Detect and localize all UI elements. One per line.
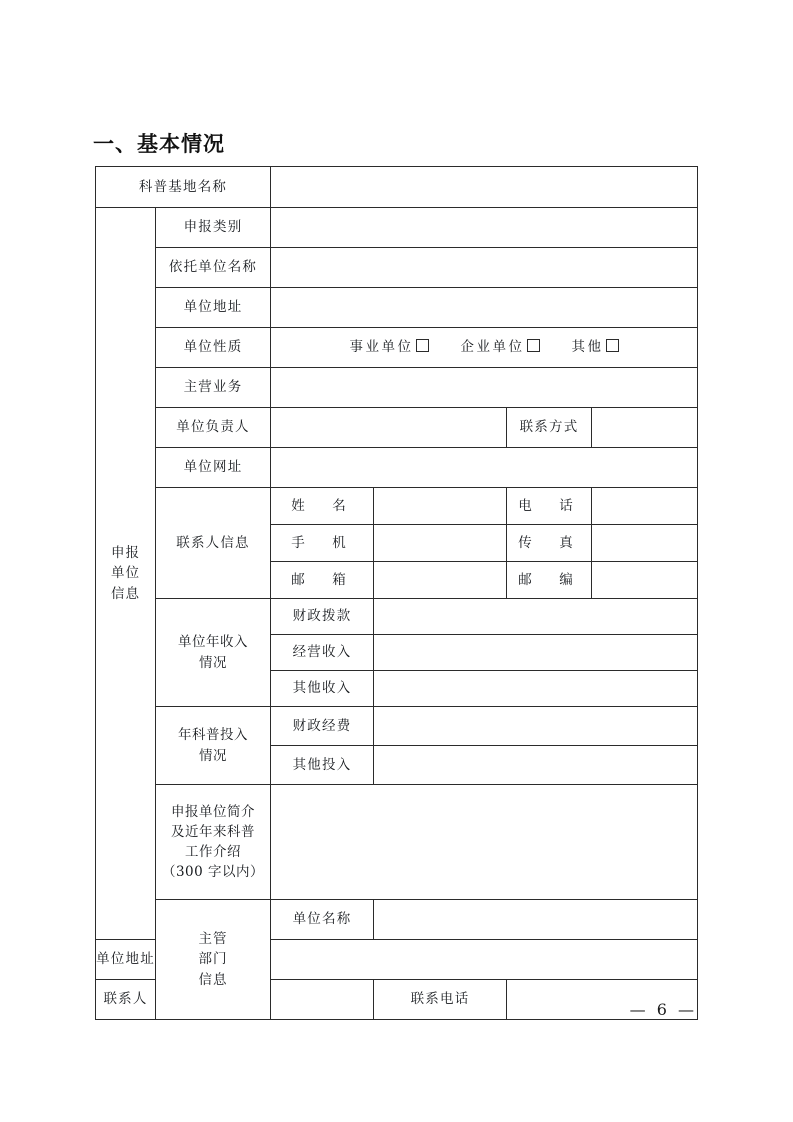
checkbox-public-institution[interactable] xyxy=(416,339,429,352)
table-row-unit-address xyxy=(96,288,698,328)
option-other-label: 其他 xyxy=(571,339,604,356)
table-row-intro xyxy=(96,785,698,900)
table-row-contact-name xyxy=(96,488,698,525)
label-main-business: 主营业务 xyxy=(156,368,271,408)
label-contact-info: 联系人信息 xyxy=(156,488,271,599)
label-invest-other: 其他投入 xyxy=(271,746,374,785)
label-unit-address: 单位地址 xyxy=(156,288,271,328)
label-unit-intro-line-2: 及近年来科普 xyxy=(171,823,255,840)
field-unit-leader[interactable] xyxy=(271,408,507,448)
field-category[interactable] xyxy=(271,208,698,248)
checkbox-enterprise[interactable] xyxy=(527,339,540,352)
field-unit-website[interactable] xyxy=(271,448,698,488)
field-invest-fiscal[interactable] xyxy=(374,707,698,746)
field-contact-mobile[interactable] xyxy=(374,525,507,562)
label-annual-invest xyxy=(156,707,271,785)
field-unit-intro[interactable] xyxy=(271,785,698,900)
field-supervisor-unit-name[interactable] xyxy=(374,900,698,940)
field-invest-other[interactable] xyxy=(374,746,698,785)
label-unit-website: 单位网址 xyxy=(156,448,271,488)
label-contact-mobile: 手 机 xyxy=(271,525,374,562)
label-annual-income-line-2: 情况 xyxy=(199,654,227,671)
field-contact-method[interactable] xyxy=(592,408,698,448)
label-unit-intro-line-4: （300 字以内） xyxy=(161,864,265,881)
table-row-unit-website xyxy=(96,448,698,488)
section-label-applicant-unit xyxy=(96,208,156,940)
page-title: 一、基本情况 xyxy=(93,133,225,156)
label-annual-invest-line-2: 情况 xyxy=(199,747,227,764)
label-unit-intro-line-1: 申报单位简介 xyxy=(171,803,255,820)
label-supervisor-unit-name: 单位名称 xyxy=(271,900,374,940)
label-host-unit-name: 依托单位名称 xyxy=(156,248,271,288)
label-annual-income xyxy=(156,599,271,707)
label-supervisor-contact-person: 联系人 xyxy=(96,980,156,1020)
option-enterprise[interactable] xyxy=(461,337,540,357)
field-contact-phone[interactable] xyxy=(592,488,698,525)
checkbox-other[interactable] xyxy=(606,339,619,352)
field-unit-nature-options xyxy=(271,328,698,368)
table-row-income-fiscal xyxy=(96,599,698,635)
field-base-name[interactable] xyxy=(271,167,698,208)
field-unit-address[interactable] xyxy=(271,288,698,328)
option-public-institution[interactable] xyxy=(350,337,429,357)
field-contact-email[interactable] xyxy=(374,562,507,599)
section-label-line-2: 单位 xyxy=(111,565,140,582)
page-number: — 6 — xyxy=(629,1000,697,1019)
supervisor-label-line-2: 部门 xyxy=(198,951,228,968)
label-unit-intro-line-3: 工作介绍 xyxy=(185,844,241,860)
table-row-supervisor-unit-name xyxy=(96,900,698,940)
field-income-other[interactable] xyxy=(374,671,698,707)
label-income-business: 经营收入 xyxy=(271,635,374,671)
label-base-name: 科普基地名称 xyxy=(96,167,271,208)
table-row-host-unit-name xyxy=(96,248,698,288)
label-contact-phone: 电 话 xyxy=(507,488,592,525)
field-host-unit-name[interactable] xyxy=(271,248,698,288)
label-supervisor-contact-phone: 联系电话 xyxy=(374,980,507,1020)
label-contact-method: 联系方式 xyxy=(507,408,592,448)
field-supervisor-unit-address[interactable] xyxy=(271,940,698,980)
basic-information-form-table xyxy=(95,166,698,1020)
label-contact-fax: 传 真 xyxy=(507,525,592,562)
section-label-line-1: 申报 xyxy=(111,545,140,562)
field-contact-fax[interactable] xyxy=(592,525,698,562)
table-row-invest-fiscal xyxy=(96,707,698,746)
section-label-line-3: 信息 xyxy=(111,585,140,602)
label-contact-email: 邮 箱 xyxy=(271,562,374,599)
field-contact-name[interactable] xyxy=(374,488,507,525)
label-unit-leader: 单位负责人 xyxy=(156,408,271,448)
label-invest-fiscal: 财政经费 xyxy=(271,707,374,746)
field-main-business[interactable] xyxy=(271,368,698,408)
label-unit-nature: 单位性质 xyxy=(156,328,271,368)
label-income-other: 其他收入 xyxy=(271,671,374,707)
table-row-base-name xyxy=(96,167,698,208)
label-income-fiscal: 财政拨款 xyxy=(271,599,374,635)
supervisor-label-line-3: 信息 xyxy=(198,971,228,988)
label-annual-invest-line-1: 年科普投入 xyxy=(178,727,248,744)
label-category: 申报类别 xyxy=(156,208,271,248)
table-row-main-business xyxy=(96,368,698,408)
table-row-category xyxy=(96,208,698,248)
option-public-institution-label: 事业单位 xyxy=(349,339,414,356)
table-row-unit-nature xyxy=(96,328,698,368)
label-contact-name: 姓 名 xyxy=(271,488,374,525)
label-contact-postcode: 邮 编 xyxy=(507,562,592,599)
field-income-fiscal[interactable] xyxy=(374,599,698,635)
table-row-unit-leader xyxy=(96,408,698,448)
supervisor-label-line-1: 主管 xyxy=(198,931,228,948)
field-contact-postcode[interactable] xyxy=(592,562,698,599)
label-supervisor-unit-address: 单位地址 xyxy=(96,940,156,980)
label-annual-income-line-1: 单位年收入 xyxy=(178,634,248,651)
option-other[interactable] xyxy=(572,337,619,357)
field-income-business[interactable] xyxy=(374,635,698,671)
option-enterprise-label: 企业单位 xyxy=(460,339,525,356)
label-unit-intro xyxy=(156,785,271,900)
